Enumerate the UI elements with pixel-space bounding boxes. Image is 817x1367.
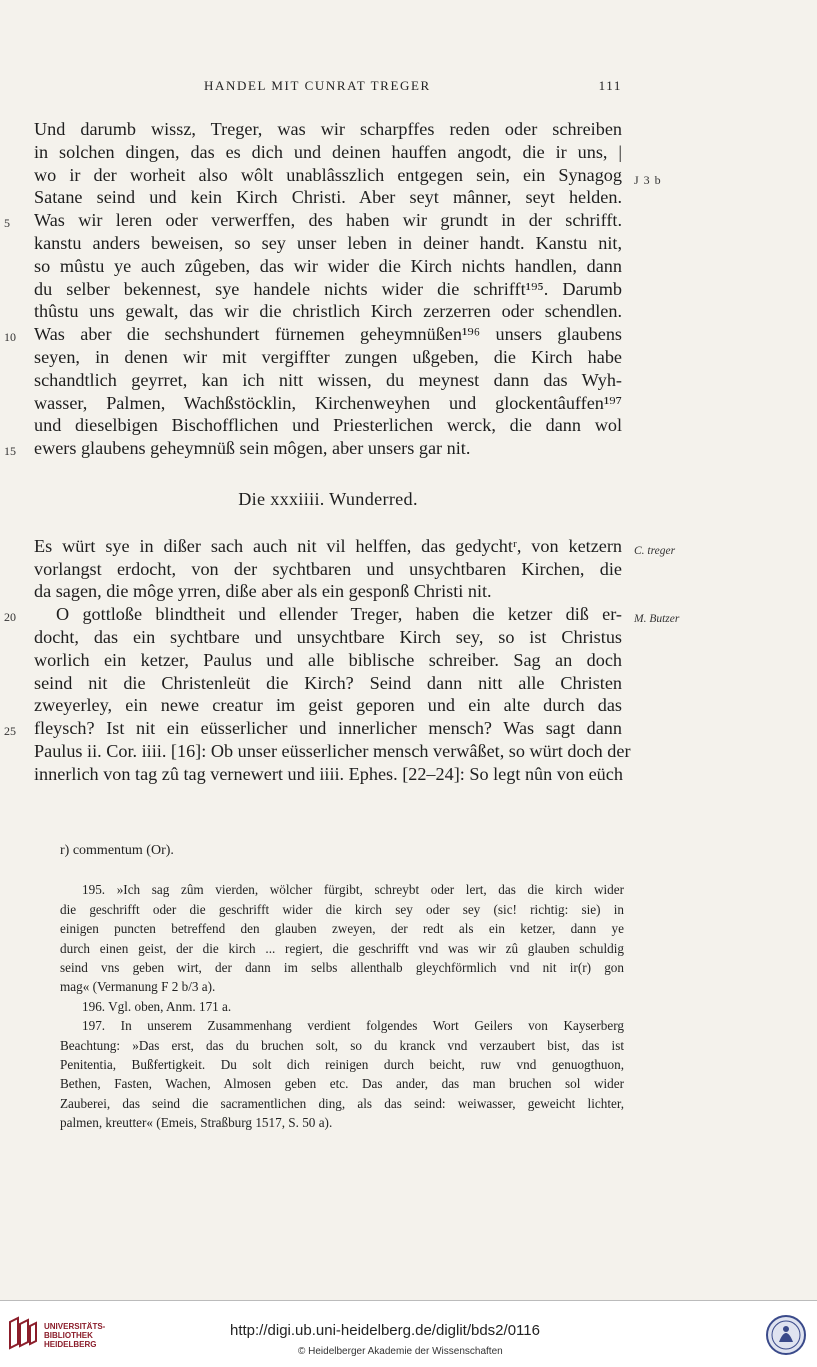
margin-note: J 3 b [634, 172, 662, 187]
text-line-content: Es würt sye in dißer sach auch nit vil helffen, das gedychtʳ, von ketzern [34, 535, 622, 556]
text-line [34, 300, 622, 323]
library-name-line1: UNIVERSITÄTS- [44, 1322, 106, 1331]
footnote-line: durch einen geist, der die kirch ... regiert, die geschrifft vnd was wir zû glauben schuldig [60, 940, 624, 956]
footnote-line: Beachtung: »Das erst, das du bruchen solt, so du kranck vnd verzaubert bist, das ist [60, 1037, 624, 1053]
text-line [34, 278, 622, 301]
university-library-logo-icon [8, 1316, 38, 1350]
library-name [44, 1322, 105, 1349]
text-line-content: da sagen, die môge yrren, diße aber als ein gesponß Christi nit. [34, 581, 492, 602]
text-line-content: worlich ein ketzer, Paulus und alle biblische schreiber. Sag an doch [34, 649, 622, 670]
line-number: 20 [4, 610, 16, 625]
text-line [34, 580, 622, 603]
line-number: 10 [4, 330, 16, 345]
text-line-content: docht, das ein sychtbare und unsychtbare Kirch sey, so ist Christus [34, 626, 622, 647]
paragraph-1 [4, 118, 662, 460]
text-line [4, 437, 622, 460]
text-line [34, 232, 622, 255]
library-name-line3: HEIDELBERG [44, 1340, 97, 1349]
footnote-list [60, 880, 624, 1132]
line-number: 25 [4, 724, 16, 739]
text-line [34, 369, 622, 392]
footnote [60, 1016, 624, 1132]
footnote-line: seind vns geben wirt, der dann im selbs allenthalb gleychförmlich vnd nit ir(r) gon [60, 959, 624, 975]
text-line [34, 694, 622, 717]
text-line [34, 255, 622, 278]
copyright-notice: © Heidelberger Akademie der Wissenschaften [298, 1346, 503, 1357]
footer-divider [0, 1300, 817, 1301]
footnote-line: die geschrifft oder die geschrifft wider die kirch sey oder sey (sic! richtig: sie) in [60, 901, 624, 917]
footnote-r: r) commentum (Or). [60, 843, 174, 858]
page-number: 111 [598, 78, 622, 93]
text-line [34, 535, 676, 558]
academy-seal-icon [765, 1314, 807, 1356]
text-line-content: du selber bekennest, sye handele nichts wider die schrifft¹⁹⁵. Darumb [34, 278, 622, 299]
footnote-line: 196. Vgl. oben, Anm. 171 a. [82, 998, 232, 1014]
text-line [4, 717, 622, 740]
text-line-content: schandtlich geyrret, kan ich nitt wissen, du meynest dann das Wyh- [34, 369, 622, 390]
footnote-line: 197. In unserem Zusammenhang verdient folgendes Wort Geilers von Kayserberg [82, 1018, 624, 1034]
text-line [34, 186, 622, 209]
text-line-content: kanstu anders beweisen, so sey unser leben in deiner handt. Kanstu nit, [34, 232, 622, 253]
paragraph-2 [4, 535, 680, 786]
text-line-content: seind nit die Christenleüt die Kirch? Seind dann nitt alle Christen [34, 672, 622, 693]
text-line-content: so mûstu ye auch zûgeben, das wir wider die Kirch nichts handlen, dann [34, 255, 622, 276]
main-text [4, 118, 680, 786]
line-number: 15 [4, 444, 16, 459]
text-line-content: Was aber die sechshundert fürnemen geheymnüßen¹⁹⁶ unsers glaubens [34, 324, 622, 345]
text-line-content: vorlangst erdocht, von der sychtbaren und unsychtbaren Kirchen, die [34, 558, 622, 579]
line-number: 5 [4, 216, 10, 231]
text-line [4, 323, 622, 346]
text-line-content: Was wir leren oder verwerffen, des haben wir grundt in der schrifft. [34, 210, 622, 231]
section-title: Die xxxiiii. Wunderred. [238, 488, 418, 509]
text-line [34, 672, 622, 695]
text-line [34, 558, 622, 581]
text-line-content: wo ir der worheit also wôlt unablâsszlich entgegen sein, ein Synagog [34, 164, 622, 185]
text-line-content: fleysch? Ist nit ein eüsserlicher und innerlicher mensch? Was sagt dann [34, 718, 622, 739]
text-line [34, 141, 622, 164]
text-line [34, 649, 622, 672]
text-line [4, 209, 622, 232]
text-line-content: O gottloße blindtheit und ellender Treger, haben die ketzer diß er- [56, 604, 622, 625]
footnote-line: mag« (Vermanung F 2 b/3 a). [60, 979, 216, 995]
text-line-content: Satane seind und kein Kirch Christi. Aber seyt mânner, seyt helden. [34, 187, 622, 208]
footnote-line: Zauberei, das seind die sacramentlichen ding, als das seind: weiwasser, geweicht lichter, [60, 1095, 624, 1111]
text-line [34, 392, 622, 415]
text-line-content: wasser, Palmen, Wachßstöcklin, Kirchenweyhen und glockentâuffen¹⁹⁷ [34, 392, 622, 413]
text-line [4, 603, 680, 626]
footnote [60, 880, 624, 996]
footnote-line: palmen, kreutter« (Emeis, Straßburg 1517, S. 50 a). [60, 1115, 333, 1131]
footnote-line: Penitentia, Bußfertigkeit. Du solt dich reinigen durch beicht, ruw vnd genuogthuon, [60, 1056, 624, 1072]
text-line-content: Paulus ii. Cor. iiii. [16]: Ob unser eüsserlicher mensch verwâßet, so würt doch der [34, 740, 631, 761]
text-line [34, 763, 622, 786]
footnote-line: einigen puncten betreffend den glauben zweyen, der redt als ein ketzer, dann ye [60, 921, 624, 937]
footnotes [60, 841, 624, 1132]
permalink-url[interactable]: http://digi.ub.uni-heidelberg.de/diglit/bds2/0116 [230, 1322, 540, 1339]
margin-note: C. treger [634, 544, 676, 557]
text-line [34, 626, 622, 649]
running-head-title: HANDEL MIT CUNRAT TREGER [204, 78, 431, 93]
text-line-content: seyen, in denen wir mit vergiffter zungen ußgeben, die Kirch habe [34, 346, 622, 367]
text-line-content: ewers glaubens geheymnüß sein môgen, aber unsers gar nit. [34, 438, 471, 459]
footnote-line: 195. »Ich sag zûm vierden, wölcher fürgibt, schreybt oder lert, das die kirch wider [82, 882, 624, 898]
margin-note: M. Butzer [634, 613, 680, 626]
text-line [34, 164, 662, 187]
text-line-content: zweyerley, ein newe creatur im geist geporen und ein alte durch das [34, 695, 622, 716]
footer-bar [0, 1300, 817, 1367]
text-line [34, 740, 631, 763]
library-name-line2: BIBLIOTHEK [44, 1331, 93, 1340]
text-line-content: thûstu uns gewalt, das wir die christlich Kirch zerzerren oder schendlen. [34, 301, 622, 322]
text-line-content: Und darumb wissz, Treger, was wir scharpffes reden oder schreiben [34, 119, 622, 139]
footnote-line: Bethen, Fasten, Wachen, Almosen geben etc. Das ander, das man bruchen sol wider [60, 1076, 624, 1092]
text-line [34, 346, 622, 369]
text-line-content: und dieselbigen Bischofflichen und Priesterlichen werck, die dann wol [34, 415, 622, 436]
text-line-content: innerlich von tag zû tag vernewert und iiii. Ephes. [22–24]: So legt nûn von eüch [34, 763, 623, 784]
text-line [34, 414, 622, 437]
text-line-content: in solchen dingen, das es dich und deinen hauffen angodt, die ir uns, | [34, 141, 622, 162]
footnote [60, 997, 624, 1016]
text-line [34, 118, 622, 141]
